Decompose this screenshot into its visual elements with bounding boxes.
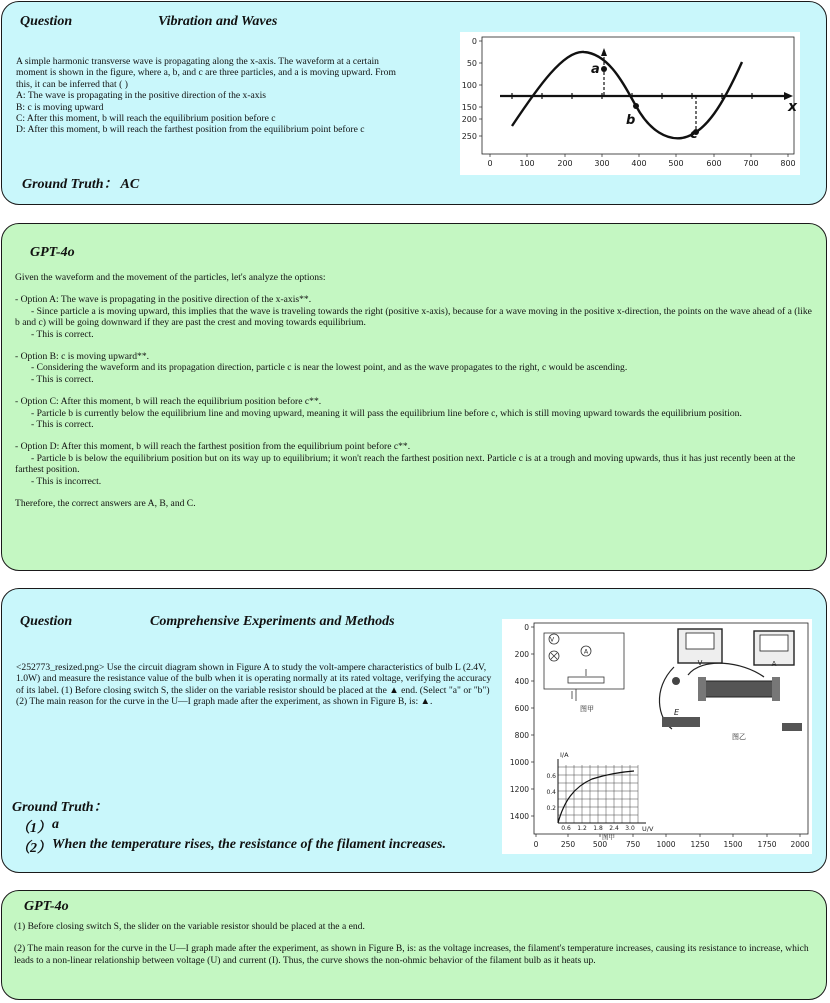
particle-b-label: b xyxy=(626,113,636,128)
graph-x-label: U/V xyxy=(642,825,654,833)
x-tick-label: 400 xyxy=(631,159,647,168)
ground-truth-2: When the temperature rises, the resistance of the filament increases. xyxy=(52,837,446,852)
response-line: Given the waveform and the movement of the particles, let's analyze the options: xyxy=(15,272,326,283)
y-tick-label: 1400 xyxy=(509,812,529,821)
response-line: - Option B: c is moving upward**. xyxy=(15,351,150,363)
x-tick-label: 0 xyxy=(533,840,539,849)
y-tick-label: 150 xyxy=(461,103,477,112)
x-tick-label: 700 xyxy=(743,159,759,168)
question-line: A simple harmonic transverse wave is propagating along the x-axis. The waveform at a certain xyxy=(16,56,379,67)
option-a: A: The wave is propagating in the positive direction of the x-axis xyxy=(16,90,266,102)
y-tick-label: 0 xyxy=(471,37,477,46)
response-line-2: (2) The main reason for the curve in the U—I graph made after the experiment, as shown in Figure B, is: as the voltage increases, the filament's temperature increases, causing its resistance to increase, which leads to a non-linear relationship between voltage (U) and current (I). Thus, the curve shows the non-ohmic behavior of the filament bulb as it heats up. xyxy=(14,943,809,966)
graph-y-tick: 0.4 xyxy=(546,789,556,796)
y-tick-label: 400 xyxy=(514,677,529,686)
response-line: - This is correct. xyxy=(31,328,94,340)
x-tick-label: 1750 xyxy=(757,840,777,849)
graph-x-tick: 2.4 xyxy=(609,825,619,832)
response-line: - Particle b is currently below the equilibrium line and moving upward, meaning it will pass the equilibrium line before c, which is still moving upward towards the equilibrium position. xyxy=(31,407,742,419)
topic-title: Comprehensive Experiments and Methods xyxy=(150,614,395,629)
question-text: <252773_resized.png> Use the circuit diagram shown in Figure A to study the volt-ampere characteristics of bulb L (2.4V, 1.0W) and measure the resistance value of the bulb when it is operating normally at its rated voltage, verifying the accuracy of its label. (1) Before closing switch S, the slider on the variable resistor should be placed at the ▲ end. (Select "a" or "b") (2) The main reason for the curve in the U—I graph made after the experiment, as shown in Figure B, is: ▲. xyxy=(16,662,492,708)
x-tick-label: 200 xyxy=(557,159,573,168)
question-line: moment is shown in the figure, where a, b, and c are three particles, and a is moving upward. From xyxy=(16,67,396,79)
particle-c-label: c xyxy=(690,127,698,142)
x-tick-label: 100 xyxy=(519,159,535,168)
response-line: - Particle b is below the equilibrium position but on its way up to equilibrium; it won't reach the farthest position next. Particle c is at a trough and moving upwards, thus it has just recently been at the farthest position. xyxy=(15,452,796,476)
graph-caption: 图甲 xyxy=(602,833,615,841)
particle-a-label: a xyxy=(591,62,600,77)
graph-x-tick: 0.6 xyxy=(561,825,571,832)
option-c: C: After this moment, b will reach the equilibrium position before c xyxy=(16,113,276,125)
source-label: E xyxy=(674,708,680,717)
x-tick-label: 500 xyxy=(668,159,684,168)
ammeter-label: A xyxy=(583,648,589,656)
response-line: - Since particle a is moving upward, this implies that the wave is traveling towards the right (positive x-axis), because for a wave moving in the positive x-direction, the points on the wave ahead of a (like b and c) will be going downward if they are past the crest and moving towards equilibrium. xyxy=(15,305,812,329)
model-response xyxy=(14,921,814,966)
y-tick-label: 0 xyxy=(524,623,529,632)
response-conclusion: Therefore, the correct answers are A, B, and C. xyxy=(15,498,196,510)
voltmeter-label: V xyxy=(549,636,555,644)
x-tick-label: 300 xyxy=(594,159,610,168)
option-b: B: c is moving upward xyxy=(16,101,104,113)
model-title: GPT-4o xyxy=(24,899,69,914)
figure-a-label: 图甲 xyxy=(580,705,594,713)
meter-v-label: V xyxy=(697,659,703,667)
model-title: GPT-4o xyxy=(30,245,75,260)
x-tick-label: 600 xyxy=(706,159,722,168)
x-tick-label: 250 xyxy=(560,840,576,849)
x-tick-label: 0 xyxy=(487,159,493,168)
response-line: - This is correct. xyxy=(31,373,94,385)
x-tick-label: 1250 xyxy=(690,840,710,849)
x-tick-label: 1500 xyxy=(723,840,743,849)
x-tick-label: 1000 xyxy=(656,840,676,849)
response-line: - This is incorrect. xyxy=(31,475,102,487)
x-axis-label: x xyxy=(788,99,798,115)
question-panel-experiments xyxy=(1,588,827,873)
graph-x-tick: 3.0 xyxy=(625,825,635,832)
topic-title: Vibration and Waves xyxy=(158,14,278,29)
x-tick-label: 800 xyxy=(780,159,796,168)
graph-x-tick: 1.2 xyxy=(577,825,587,832)
question-panel-waves xyxy=(1,1,827,205)
graph-y-tick: 0.2 xyxy=(546,805,556,812)
wave-figure xyxy=(460,32,800,175)
ground-truth: Ground Truth： AC xyxy=(22,177,140,192)
y-tick-label: 1200 xyxy=(509,785,529,794)
particle-a xyxy=(601,66,607,72)
circuit-figure xyxy=(502,619,812,854)
y-tick-label: 250 xyxy=(461,132,477,141)
x-tick-label: 2000 xyxy=(790,840,810,849)
question-label: Question xyxy=(20,614,73,629)
response-line: - This is correct. xyxy=(31,419,94,431)
question-label: Question xyxy=(20,14,73,29)
question-text xyxy=(16,56,456,136)
y-tick-label: 600 xyxy=(514,704,529,713)
ground-truth-2-number: （2） xyxy=(16,841,51,856)
x-tick-label: 750 xyxy=(625,840,641,849)
figure-b-label: 图乙 xyxy=(732,733,746,741)
graph-y-tick: 0.6 xyxy=(546,773,556,780)
ground-truth-1-number: （1） xyxy=(16,821,51,836)
particle-b xyxy=(633,103,639,109)
meter-a-label: A xyxy=(771,660,777,668)
graph-x-tick: 1.8 xyxy=(593,825,603,832)
response-line: - Considering the waveform and its propagation direction, particle c is near the lowest point, and as the wave propagates to the right, c would be ascending. xyxy=(31,362,628,374)
response-line-1: (1) Before closing switch S, the slider on the variable resistor should be placed at the a end. xyxy=(14,921,365,932)
y-tick-label: 800 xyxy=(514,731,529,740)
gpt4o-answer-panel-experiments xyxy=(1,890,827,1000)
response-line: - Option A: The wave is propagating in the positive direction of the x-axis**. xyxy=(15,294,312,306)
y-tick-label: 1000 xyxy=(509,758,529,767)
y-tick-label: 50 xyxy=(466,59,477,68)
y-tick-label: 200 xyxy=(461,115,477,124)
response-line: - Option C: After this moment, b will reach the equilibrium position before c**. xyxy=(15,396,322,408)
option-d: D: After this moment, b will reach the farthest position from the equilibrium point before c xyxy=(16,124,365,136)
model-response xyxy=(15,272,812,510)
y-tick-label: 200 xyxy=(514,650,529,659)
ground-truth-label: Ground Truth： xyxy=(12,800,108,815)
y-tick-label: 100 xyxy=(461,81,477,90)
ground-truth-1: a xyxy=(52,817,59,832)
response-line: - Option D: After this moment, b will reach the farthest position from the equilibrium point before c**. xyxy=(15,441,411,453)
x-tick-label: 500 xyxy=(592,840,608,849)
graph-y-label: I/A xyxy=(560,751,569,759)
gpt4o-answer-panel-waves xyxy=(1,223,827,571)
question-line: this, it can be inferred that ( ) xyxy=(16,78,128,90)
